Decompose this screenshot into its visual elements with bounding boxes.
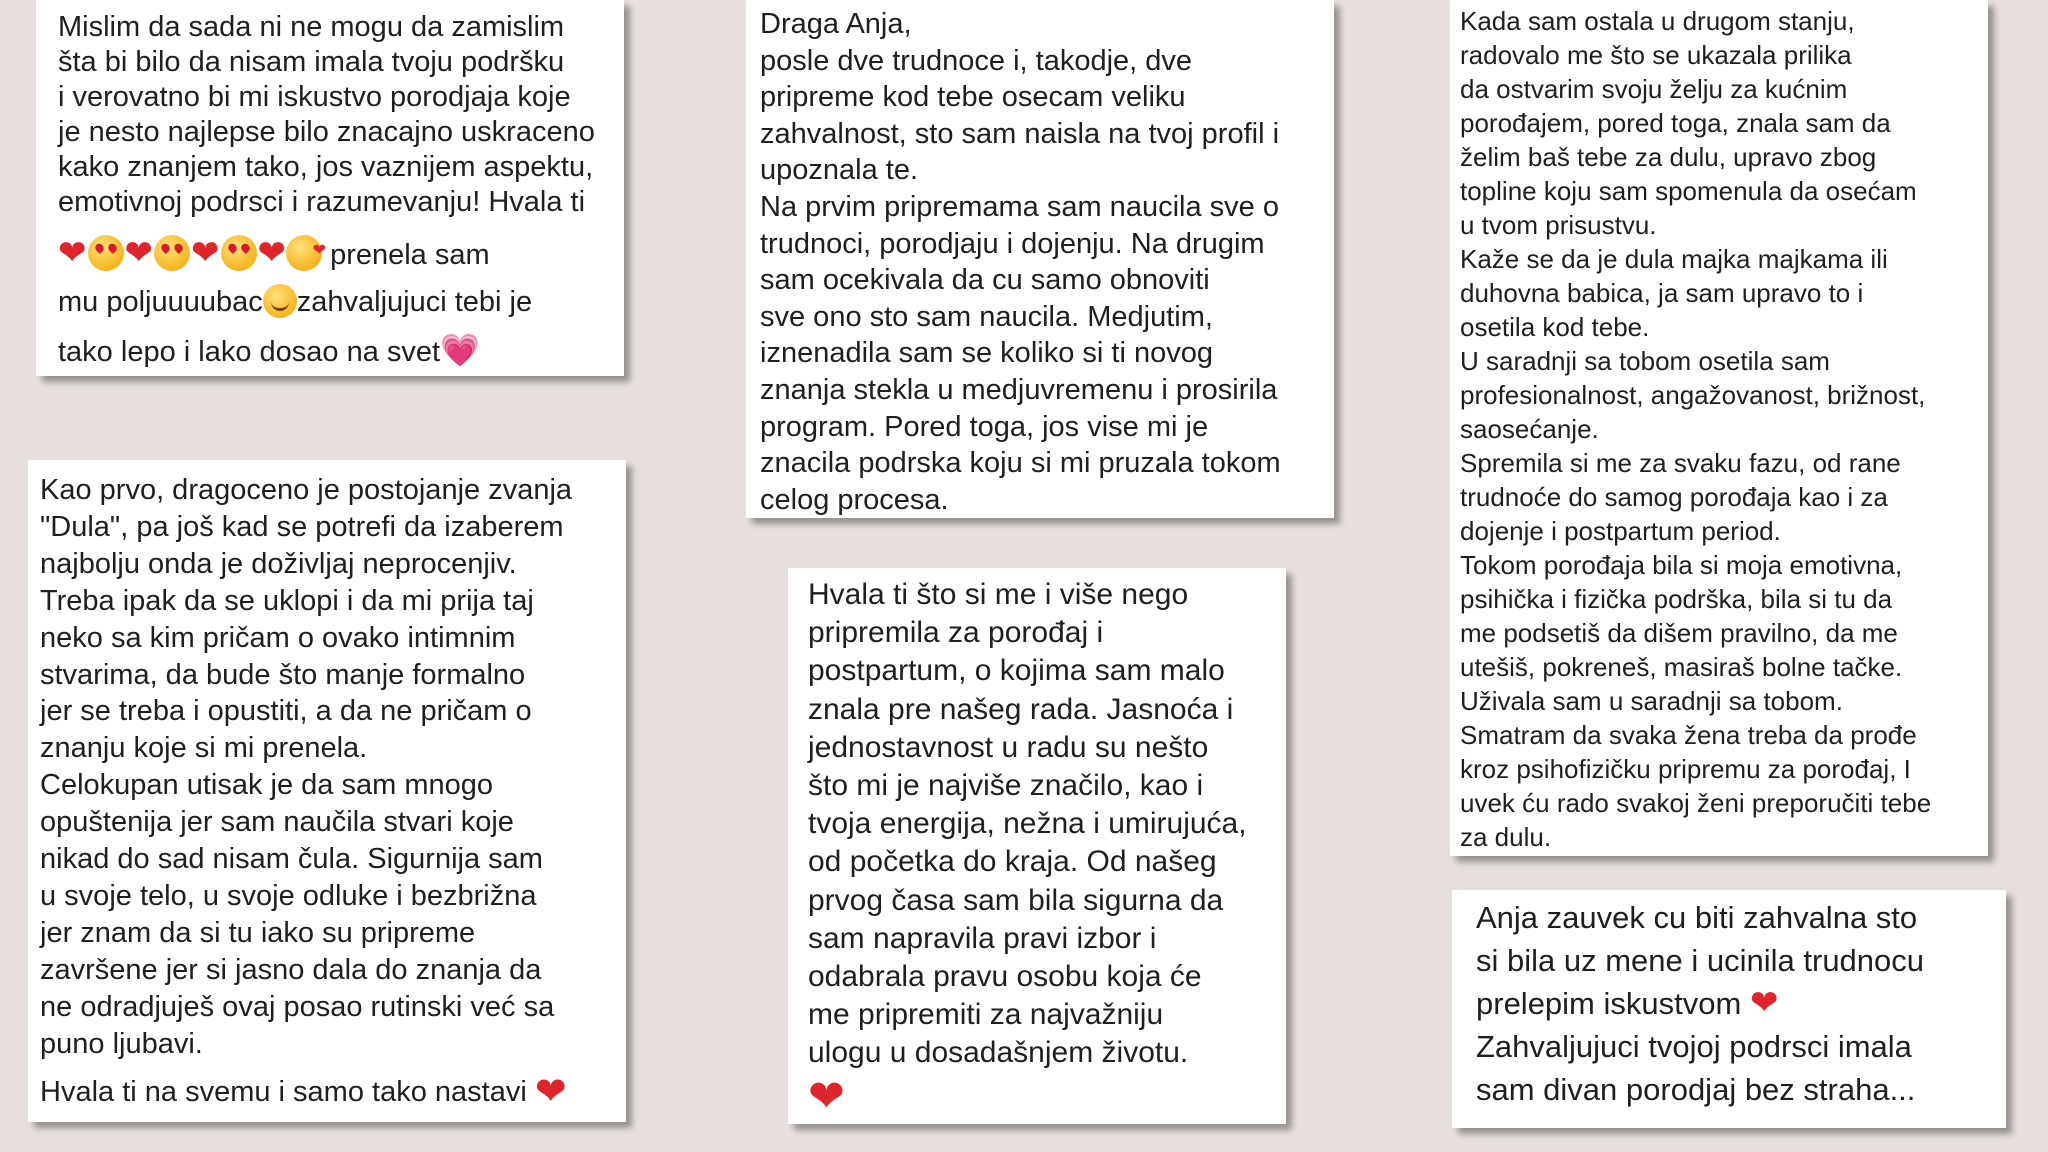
card1-line3 [58,331,624,371]
card6-line5: sam divan porodjaj bez straha... [1476,1072,1916,1107]
card1-line2 [58,283,624,321]
line-text: prelepim iskustvom [1476,986,1742,1021]
smiling-face-with-hearts-icon [88,235,124,271]
line-text: zahvaljujuci tebi je [296,286,533,318]
card4-last-line [40,1068,626,1113]
face-blowing-kiss-icon [286,235,322,271]
red-heart-icon: ❤ [191,233,220,273]
smiling-face-with-hearts-icon [221,235,257,271]
emoji-line-text: prenela sam [330,239,490,271]
red-heart-icon: ❤ [58,233,87,273]
testimonial-card-3 [1450,0,1988,856]
testimonial-card-2 [746,0,1334,518]
testimonial-text: Kao prvo, dragoceno je postojanje zvanja "Dula", pa još kad se potrefi da izaberem najbolju onda je doživljaj neprocenjiv. Treba ipak da se uklopi i da mi prija taj neko sa kim pričam o ovako intimnim stvarima, da bude što manje formalno jer se treba i opustiti, a da ne pričam o znanju koje si mi prenela. Celokupan utisak je da sam mnogo opuštenija jer sam naučila stvari koje nikad do sad nisam čula. Sigurnija sam u svoje telo, u svoje odluke i bezbrižna jer znam da si tu iako su pripreme završene jer si jasno dala do znanja da ne odradjuješ ovaj posao rutinski već sa puno ljubavi. [40,474,573,1060]
testimonial-text: Draga Anja, posle dve trudnoce i, takodje, dve pripreme kod tebe osecam veliku zahvalnost, sto sam naisla na tvoj profil i upoznala te. Na prvim pripremama sam naucila sve o trudnoci, porodjaju i dojenju. Na drugim sam ocekivala da cu samo obnoviti sve ono sto sam naucila. Medjutim, iznenadila sam se koliko si ti novog znanja stekla u medjuvremenu i prosirila program. Pored toga, jos vise mi je znacila podrska koju si mi pruzala tokom celog procesa. [760,8,1281,516]
testimonial-card-5 [788,568,1286,1124]
card5-heart-line [808,1070,1286,1127]
testimonial-card-1 [36,0,624,376]
red-heart-icon: ❤ [808,1070,845,1122]
red-heart-icon: ❤ [1749,983,1779,1023]
red-heart-icon: ❤ [534,1068,567,1113]
smiling-face-icon [263,284,297,318]
emoji-line [58,234,624,274]
testimonial-card-6 [1452,890,2006,1128]
card6-line4: Zahvaljujuci tvojoj podrsci imala [1476,1029,1912,1064]
card6-line2: si bila uz mene i ucinila trudnocu [1476,943,1925,978]
card6-line3 [1476,982,2006,1025]
line-text: Hvala ti na svemu i samo tako nastavi [40,1075,527,1108]
red-heart-icon: ❤ [124,233,153,273]
line-text: mu poljuuuubac [58,286,263,318]
testimonial-card-4 [28,460,626,1122]
testimonial-text: Kada sam ostala u drugom stanju, radovalo me što se ukazala prilika da ostvarim svoju želju za kućnim porođajem, pored toga, znala sam da želim baš tebe za dulu, upravo zbog topline koju sam spomenula da osećam u tvom prisustvu. Kaže se da je dula majka majkama ili duhovna babica, ja sam upravo to i osetila kod tebe. U saradnji sa tobom osetila sam profesionalnost, angažovanost, brižnost, saosećanje. Spremila si me za svaku fazu, od rane trudnoće do samog porođaja kao i za dojenje i postpartum period. Tokom porođaja bila si moja emotivna, psihička i fizička podrška, bila si tu da me podsetiš da dišem pravilno, da me utešiš, pokreneš, masiraš bolne tačke. Uživala sam u saradnji sa tobom. Smatram da svaka žena treba da prođe kroz psihofizičku pripremu za porođaj, I uvek ću rado svakoj ženi preporučiti tebe za dulu. [1460,6,1932,852]
pink-heart-icon: 💗 [440,331,480,369]
line-text: tako lepo i lako dosao na svet [58,336,441,368]
testimonial-text: Mislim da sada ni ne mogu da zamislim šta bi bilo da nisam imala tvoju podršku i verovatno bi mi iskustvo porodjaja koje je nesto najlepse bilo znacajno uskraceno kako znanjem tako, jos vaznijem aspektu, emotivnoj podrsci i razumevanju! Hvala ti [58,11,595,218]
red-heart-icon: ❤ [257,233,286,273]
card6-line1: Anja zauvek cu biti zahvalna sto [1476,900,1918,935]
smiling-face-with-hearts-icon [154,235,190,271]
testimonial-text: Hvala ti što si me i više nego pripremila za porođaj i postpartum, o kojima sam malo znala pre našeg rada. Jasnoća i jednostavnost u radu su nešto što mi je najviše značilo, kao i tvoja energija, nežna i umirujuća, od početka do kraja. Od našeg prvog časa sam bila sigurna da sam napravila pravi izbor i odabrala pravu osobu koja će me pripremiti za najvažniju ulogu u dosadašnjem životu. [808,578,1247,1070]
